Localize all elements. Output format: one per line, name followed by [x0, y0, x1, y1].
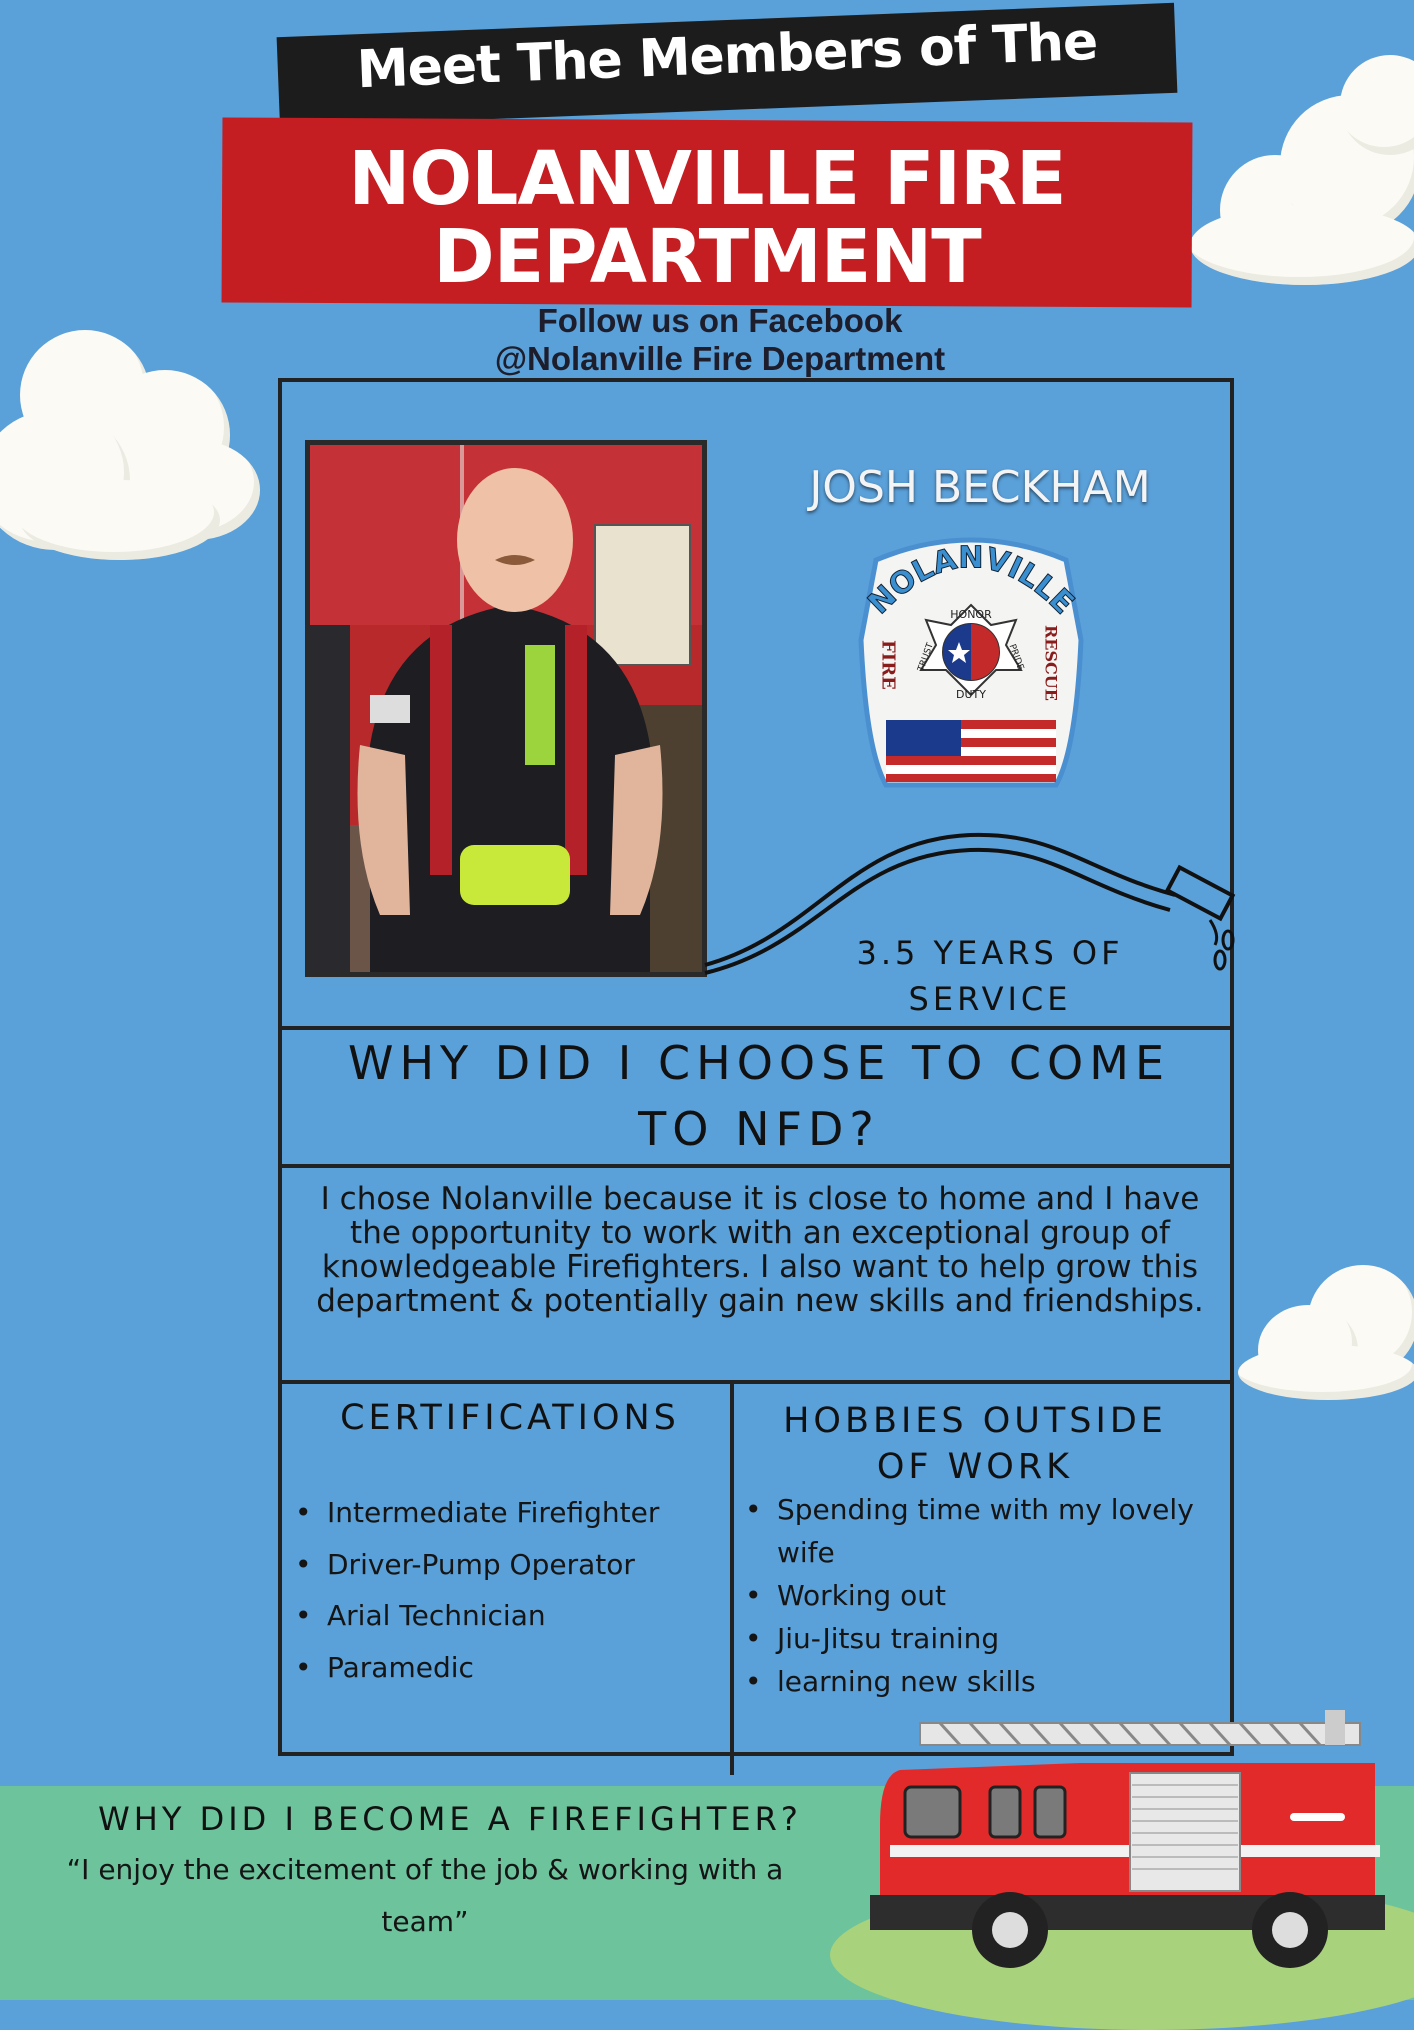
list-item: • Driver-Pump Operator	[295, 1548, 715, 1600]
why-nfd-heading-line-2: TO NFD?	[638, 1102, 880, 1156]
badge-left-inner-text: TRUST	[916, 641, 936, 673]
list-item: • Arial Technician	[295, 1599, 715, 1651]
certifications-heading: CERTIFICATIONS	[340, 1398, 680, 1438]
why-nfd-body: I chose Nolanville because it is close to home and I have the opportunity to work with an exceptional group of knowledgeable Firefighters. I also want to help grow this department & potentially gain new skills and friendships.	[316, 1181, 1204, 1319]
badge-right-text: RESCUE	[1041, 625, 1061, 701]
years-of-service	[820, 930, 1160, 1022]
service-line-1: 3.5 YEARS OF	[856, 934, 1124, 972]
hobbies-heading-line-2: OF WORK	[876, 1447, 1074, 1487]
cloud-left	[0, 330, 280, 580]
top-banner-text: Meet The Members of The	[355, 11, 1099, 101]
badge-left-text: FIRE	[877, 640, 899, 690]
list-item: • learning new skills	[745, 1660, 1215, 1703]
facebook-handle[interactable]: @Nolanville Fire Department	[494, 340, 946, 377]
quote-line-2: team”	[381, 1905, 469, 1938]
department-badge-icon	[856, 530, 1086, 800]
why-nfd-heading-line-1: WHY DID I CHOOSE TO COME	[347, 1036, 1171, 1090]
list-item: • Spending time with my lovely wife	[745, 1488, 1215, 1574]
certifications-list	[295, 1496, 715, 1702]
badge-right-inner-text: PRIDE	[1006, 642, 1026, 672]
list-item: • Intermediate Firefighter	[295, 1496, 715, 1548]
fire-truck-icon	[870, 1705, 1400, 1970]
follow-line-1: Follow us on Facebook	[537, 302, 903, 339]
divider	[278, 1380, 1234, 1384]
hobbies-heading	[745, 1398, 1205, 1490]
photo-illustration	[310, 445, 702, 972]
list-item: • Jiu-Jitsu training	[745, 1617, 1215, 1660]
list-item: • Paramedic	[295, 1651, 715, 1703]
title-line-2: DEPARTMENT	[433, 214, 981, 300]
list-item: • Working out	[745, 1574, 1215, 1617]
service-line-2: SERVICE	[908, 980, 1072, 1018]
why-nfd-heading	[290, 1030, 1228, 1162]
cloud-right	[1238, 1265, 1414, 1405]
title-line-1: NOLANVILLE FIRE	[348, 136, 1066, 222]
member-photo	[305, 440, 707, 977]
page-title	[222, 136, 1192, 300]
quote-line-1: “I enjoy the excitement of the job & working with a	[66, 1853, 784, 1886]
hobbies-list	[745, 1488, 1215, 1703]
badge-arc-text: NOLANVILLE	[861, 540, 1081, 622]
why-firefighter-quote	[40, 1844, 810, 1948]
badge-top-text: HONOR	[950, 608, 992, 621]
divider	[730, 1380, 734, 1775]
divider	[278, 1164, 1234, 1168]
hobbies-heading-line-1: HOBBIES OUTSIDE	[783, 1401, 1167, 1441]
cloud-top-right	[1190, 55, 1414, 295]
member-name: JOSH BECKHAM	[809, 462, 1151, 513]
why-firefighter-heading: WHY DID I BECOME A FIREFIGHTER?	[98, 1800, 802, 1838]
badge-bottom-text: DUTY	[956, 688, 986, 701]
